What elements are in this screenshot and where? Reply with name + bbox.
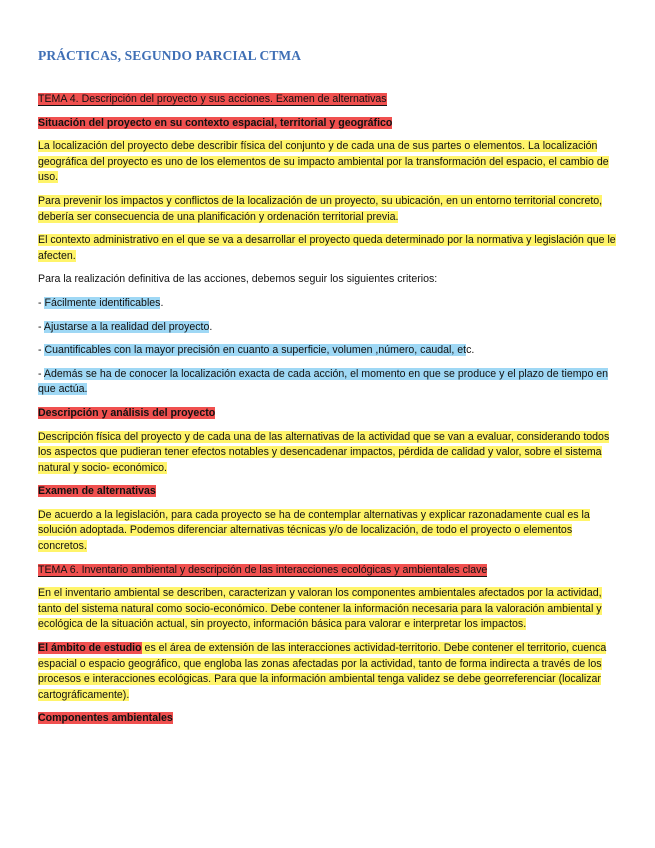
examen-heading-text: Examen de alternativas (38, 485, 156, 498)
componentes-heading-text: Componentes ambientales (38, 712, 173, 725)
situacion-p2-text: Para prevenir los impactos y conflictos de la localización de un proyecto, su ubicación, en un entorno territorial concreto, debería ser consecuencia de una planificación y ordenación territorial previa. (38, 194, 603, 223)
criteria-item (38, 296, 623, 312)
situacion-paragraph-3 (38, 233, 623, 264)
situacion-p3-text: El contexto administrativo en el que se va a desarrollar el proyecto queda determinado por la normativa y legislación que le afecten. (38, 234, 616, 262)
componentes-heading (38, 711, 623, 727)
criteria-text: Ajustarse a la realidad del proyecto (43, 320, 210, 333)
criteria-tail: . (209, 320, 213, 333)
situacion-paragraph-2 (38, 194, 623, 225)
criteria-dash: - (38, 367, 44, 380)
situacion-p1-text: La localización del proyecto debe describir física del conjunto y de cada una de sus partes o elementos. La localización geográfica del proyecto es uno de los elementos de su impacto ambiental por la transformación del espacio, el cambio de uso. (38, 140, 609, 184)
criteria-dash: - (38, 296, 45, 309)
criteria-item (38, 320, 623, 336)
situacion-p4-text: Para la realización definitiva de las acciones, debemos seguir los siguientes criterios: (38, 273, 438, 286)
descripcion-p1-text: Descripción física del proyecto y de cada una de las alternativas de la actividad que se van a evaluar, considerando todos los aspectos que pudieran tener efectos notables y desencadenar impactos, pérdida de calidad y valor, sobre el sistema natural y socio- económico. (38, 430, 610, 474)
examen-paragraph (38, 508, 623, 555)
descripcion-paragraph (38, 430, 623, 477)
tema6-p1-text: En el inventario ambiental se describen, caracterizan y valoran los componentes ambientales afectados por la actividad, tanto del sistema natural como socio-económico. Debe contener la información necesaria para la valoración ambiental y ecológica de la situación actual, sin proyecto, información básica para valorar e interpretar los impactos. (38, 587, 602, 631)
ambito-text: es el área de extensión de las interacciones actividad-territorio. Debe contener el territorio, cuenca espacial o espacio geográfico, que engloba las zonas afectadas por la actividad, tanto de forma indirecta a través de los procesos e interacciones ecológicas. Para que la información ambiental tenga validez se debe georreferenciar (localizar cartográficamente). (38, 642, 607, 701)
criteria-text: Fácilmente identificables (44, 296, 161, 309)
tema6-label-title: . Inventario ambiental y descripción de las interacciones ecológicas y ambientales clave (75, 563, 488, 576)
situacion-heading (38, 116, 623, 132)
criteria-tail: . (160, 296, 164, 309)
criteria-dash: - (38, 320, 44, 333)
page-title: PRÁCTICAS, SEGUNDO PARCIAL CTMA (38, 48, 302, 63)
criteria-item (38, 367, 623, 398)
examen-p1-text: De acuerdo a la legislación, para cada proyecto se ha de contemplar alternativas y explicar razonadamente cual es la solución adoptada. Podemos diferenciar alternativas técnicas y/o de localización, de todo el proyecto o elementos concretos. (38, 508, 590, 553)
descripcion-heading-text: Descripción y análisis del proyecto (38, 406, 216, 419)
criteria-text: Cuantificables con la mayor precisión en cuanto a superficie, volumen ,número, caudal, et (44, 344, 467, 357)
tema4-heading (38, 92, 623, 108)
situacion-paragraph-4 (38, 272, 623, 288)
tema6-label-number: TEMA 6 (38, 563, 76, 576)
situacion-heading-text: Situación del proyecto en su contexto espacial, territorial y geográfico (38, 116, 393, 129)
criteria-dash: - (38, 344, 45, 357)
situacion-paragraph-1 (38, 139, 623, 186)
tema6-paragraph-2 (38, 641, 623, 703)
examen-heading (38, 484, 623, 500)
ambito-lead: El ámbito de estudio (38, 642, 142, 655)
criteria-text: Además se ha de conocer la localización exacta de cada acción, el momento en que se produce y el plazo de tiempo en que actúa. (38, 367, 609, 396)
document-body (38, 92, 623, 735)
criteria-item (38, 343, 623, 359)
tema6-paragraph-1 (38, 586, 623, 633)
descripcion-heading (38, 406, 623, 422)
tema6-heading (38, 563, 623, 579)
criteria-tail: c. (466, 344, 475, 357)
tema4-label: TEMA 4. Descripción del proyecto y sus acciones. Examen de alternativas (38, 93, 387, 105)
